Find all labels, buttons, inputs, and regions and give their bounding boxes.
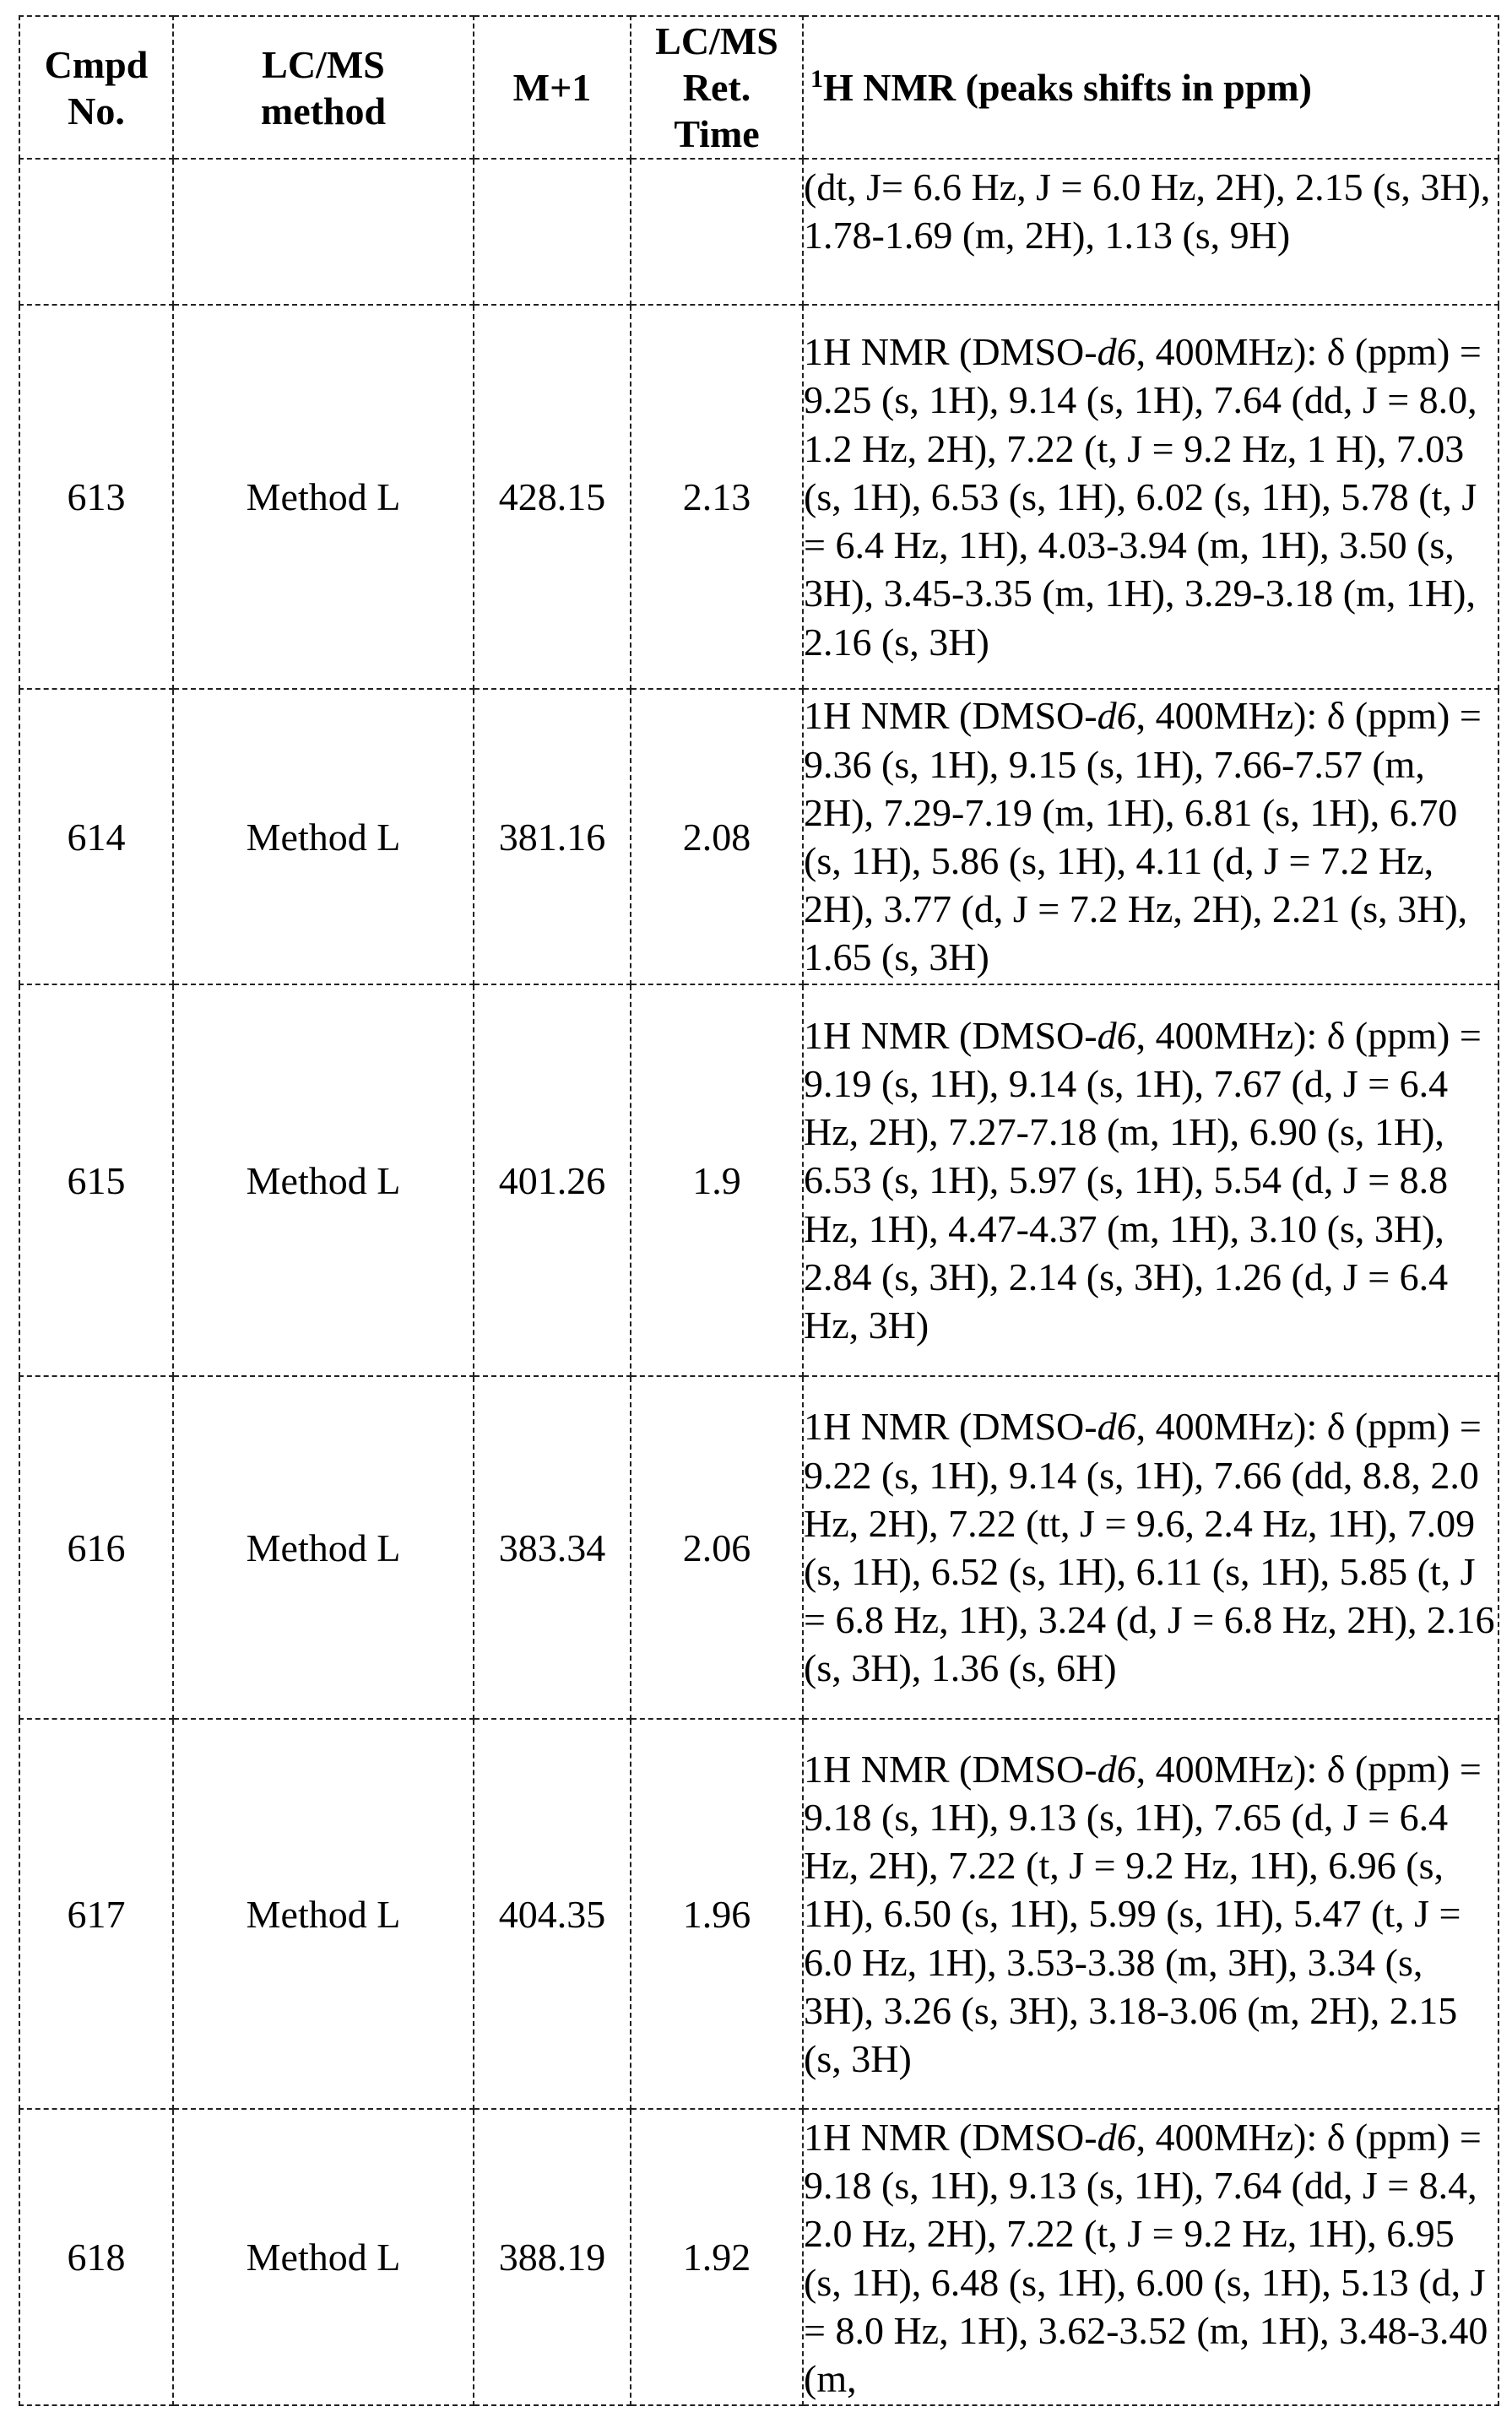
cell-method: Method L xyxy=(173,1719,474,2109)
cell-ret-time: 2.06 xyxy=(631,1376,803,1719)
cell-ret-time: 1.92 xyxy=(631,2109,803,2405)
cell-nmr: 1H NMR (DMSO-d6, 400MHz): δ (ppm) = 9.36 (s, 1H), 9.15 (s, 1H), 7.66-7.57 (m, 2H), 7.29-7.19 (m, 1H), 6.81 (s, 1H), 6.70 (s, 1H), 5.86 (s, 1H), 4.11 (d, J = 7.2 Hz, 2H), 3.77 (d, J = 7.2 Hz, 2H), 2.21 (s, 3H), 1.65 (s, 3H) xyxy=(803,689,1498,984)
table-row xyxy=(19,1719,1498,2109)
cell-mass: 388.19 xyxy=(474,2109,631,2405)
cell-cmpd: 613 xyxy=(19,305,173,689)
cell-method: Method L xyxy=(173,305,474,689)
cell-mass xyxy=(474,159,631,305)
table-row xyxy=(19,1376,1498,1719)
cell-nmr: 1H NMR (DMSO-d6, 400MHz): δ (ppm) = 9.18 (s, 1H), 9.13 (s, 1H), 7.64 (dd, J = 8.4, 2.0 Hz, 2H), 7.22 (t, J = 9.2 Hz, 1H), 6.95 (s, 1H), 6.48 (s, 1H), 6.00 (s, 1H), 5.13 (d, J = 8.0 Hz, 1H), 3.62-3.52 (m, 1H), 3.48-3.40 (m, xyxy=(803,2109,1498,2405)
header-retention-time: LC/MS Ret. Time xyxy=(631,16,803,159)
cell-ret-time: 1.9 xyxy=(631,984,803,1376)
table-row xyxy=(19,2109,1498,2405)
nmr-data-table xyxy=(19,15,1499,2406)
cell-method xyxy=(173,159,474,305)
header-mass: M+1 xyxy=(474,16,631,159)
cell-method: Method L xyxy=(173,2109,474,2405)
cell-nmr: 1H NMR (DMSO-d6, 400MHz): δ (ppm) = 9.22 (s, 1H), 9.14 (s, 1H), 7.66 (dd, 8.8, 2.0 Hz, 2H), 7.22 (tt, J = 9.6, 2.4 Hz, 1H), 7.09 (s, 1H), 6.52 (s, 1H), 6.11 (s, 1H), 5.85 (t, J = 6.8 Hz, 1H), 3.24 (d, J = 6.8 Hz, 2H), 2.16 (s, 3H), 1.36 (s, 6H) xyxy=(803,1376,1498,1719)
table-header-row xyxy=(19,16,1498,159)
header-cmpd-no: Cmpd No. xyxy=(19,16,173,159)
cell-nmr: (dt, J= 6.6 Hz, J = 6.0 Hz, 2H), 2.15 (s, 3H), 1.78-1.69 (m, 2H), 1.13 (s, 9H) xyxy=(803,159,1498,305)
cell-ret-time xyxy=(631,159,803,305)
cell-ret-time: 1.96 xyxy=(631,1719,803,2109)
cell-cmpd: 615 xyxy=(19,984,173,1376)
cell-cmpd: 614 xyxy=(19,689,173,984)
table-row xyxy=(19,984,1498,1376)
cell-nmr: 1H NMR (DMSO-d6, 400MHz): δ (ppm) = 9.25 (s, 1H), 9.14 (s, 1H), 7.64 (dd, J = 8.0, 1.2 Hz, 2H), 7.22 (t, J = 9.2 Hz, 1 H), 7.03 (s, 1H), 6.53 (s, 1H), 6.02 (s, 1H), 5.78 (t, J = 6.4 Hz, 1H), 4.03-3.94 (m, 1H), 3.50 (s, 3H), 3.45-3.35 (m, 1H), 3.29-3.18 (m, 1H), 2.16 (s, 3H) xyxy=(803,305,1498,689)
cell-mass: 401.26 xyxy=(474,984,631,1376)
cell-nmr: 1H NMR (DMSO-d6, 400MHz): δ (ppm) = 9.19 (s, 1H), 9.14 (s, 1H), 7.67 (d, J = 6.4 Hz, 2H), 7.27-7.18 (m, 1H), 6.90 (s, 1H), 6.53 (s, 1H), 5.97 (s, 1H), 5.54 (d, J = 8.8 Hz, 1H), 4.47-4.37 (m, 1H), 3.10 (s, 3H), 2.84 (s, 3H), 2.14 (s, 3H), 1.26 (d, J = 6.4 Hz, 3H) xyxy=(803,984,1498,1376)
cell-nmr: 1H NMR (DMSO-d6, 400MHz): δ (ppm) = 9.18 (s, 1H), 9.13 (s, 1H), 7.65 (d, J = 6.4 Hz, 2H), 7.22 (t, J = 9.2 Hz, 1H), 6.96 (s, 1H), 6.50 (s, 1H), 5.99 (s, 1H), 5.47 (t, J = 6.0 Hz, 1H), 3.53-3.38 (m, 3H), 3.34 (s, 3H), 3.26 (s, 3H), 3.18-3.06 (m, 2H), 2.15 (s, 3H) xyxy=(803,1719,1498,2109)
cell-mass: 428.15 xyxy=(474,305,631,689)
table-row xyxy=(19,305,1498,689)
cell-cmpd: 618 xyxy=(19,2109,173,2405)
cell-mass: 381.16 xyxy=(474,689,631,984)
cell-mass: 404.35 xyxy=(474,1719,631,2109)
cell-ret-time: 2.08 xyxy=(631,689,803,984)
cell-method: Method L xyxy=(173,689,474,984)
cell-method: Method L xyxy=(173,1376,474,1719)
cell-ret-time: 2.13 xyxy=(631,305,803,689)
cell-cmpd: 617 xyxy=(19,1719,173,2109)
cell-method: Method L xyxy=(173,984,474,1376)
cell-cmpd: 616 xyxy=(19,1376,173,1719)
header-lcms-method: LC/MS method xyxy=(173,16,474,159)
cell-mass: 383.34 xyxy=(474,1376,631,1719)
table-row xyxy=(19,689,1498,984)
cell-cmpd xyxy=(19,159,173,305)
header-nmr: $^1$H NMR (peaks shifts in ppm) xyxy=(803,16,1498,159)
table-row-continuation xyxy=(19,159,1498,305)
